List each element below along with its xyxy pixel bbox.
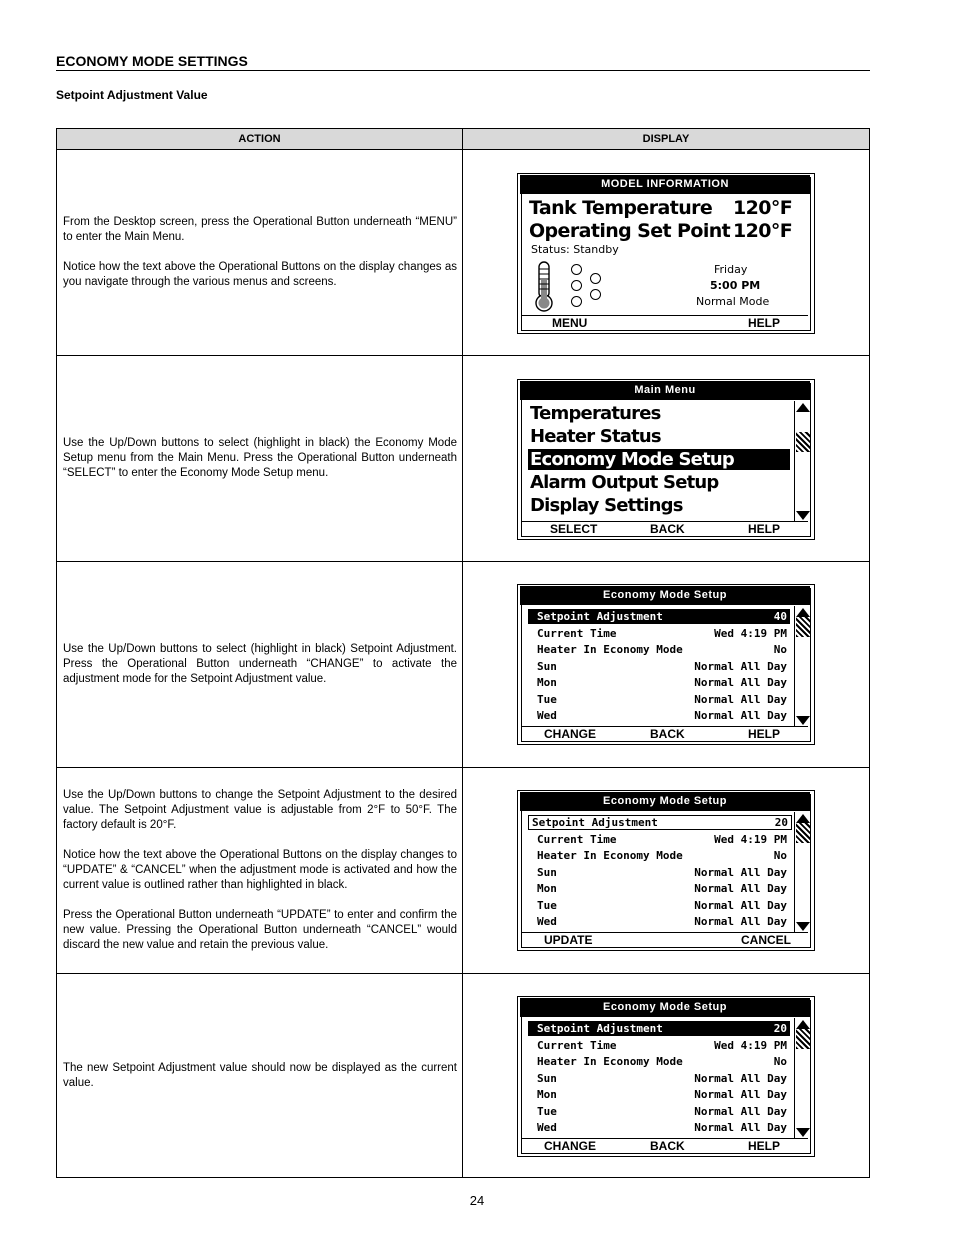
scroll-thumb [796, 432, 810, 452]
scroll-down-icon [796, 716, 810, 725]
menu-item: Temperatures [530, 403, 661, 424]
lcd-update-button-label: UPDATE [544, 933, 593, 947]
lcd-select-button-label: SELECT [550, 522, 598, 536]
setpoint-row-outlined: Setpoint Adjustment 20 [528, 815, 792, 830]
scroll-thumb [796, 617, 810, 637]
scroll-thumb [796, 1029, 810, 1049]
action-paragraph: Use the Up/Down buttons to select (highlight in black) Setpoint Adjustment. Press the Operational Button underneath “CHANGE” to activate the adjustment mode for the Setpoint Adjustment value. [63, 643, 457, 685]
lcd-title: Economy Mode Setup [520, 586, 810, 605]
menu-item: Heater Status [530, 426, 661, 447]
scroll-up-icon [796, 403, 810, 412]
action-paragraph: From the Desktop screen, press the Operational Button underneath “MENU” to enter the Main Menu. [63, 216, 457, 243]
indicator-icon [571, 280, 582, 291]
action-text [63, 150, 457, 355]
lcd-change-button-label: CHANGE [544, 727, 597, 741]
scrollbar [794, 812, 810, 932]
lcd-time: 5:00 PM [710, 279, 761, 292]
action-paragraph: Use the Up/Down buttons to change the Setpoint Adjustment to the desired value. The Setpoint Adjustment value is adjustable from 2°F to 50°F. The factory default is 20°F. [63, 789, 457, 831]
lcd-title: Economy Mode Setup [520, 998, 810, 1017]
lcd-help-button-label: HELP [748, 316, 781, 330]
scrollbar [794, 401, 810, 521]
table-row [57, 356, 869, 562]
table-row [57, 562, 869, 768]
setting-row: Heater In Economy Mode No [537, 643, 787, 656]
lcd-status: Status: Standby [531, 243, 619, 256]
setpoint-row-selected: Setpoint Adjustment 40 [528, 609, 790, 624]
lcd-help-button-label: HELP [748, 1139, 781, 1153]
page-number: 24 [469, 1193, 485, 1208]
action-text [63, 562, 457, 767]
action-paragraph: Press the Operational Button underneath “UPDATE” to enter and confirm the new value. Pressing the Operational Button underneath “CANCEL” would discard the new value and retain the previous value. [63, 909, 457, 951]
scroll-down-icon [796, 1128, 810, 1137]
action-paragraph: Use the Up/Down buttons to select (highlight in black) the Economy Mode Setup menu from the Main Menu. Press the Operational Button underneath “SELECT” to enter the Economy Mode Setup menu. [63, 437, 457, 479]
action-text [63, 768, 457, 973]
indicator-icon [571, 264, 582, 275]
table-row [57, 974, 869, 1177]
lcd-display-economy-confirmed [517, 996, 815, 1157]
setting-row: Current Time Wed 4:19 PM [537, 1039, 787, 1052]
lcd-day: Friday [714, 263, 748, 276]
setting-row: Mon Normal All Day [537, 882, 787, 895]
scroll-up-icon [796, 814, 810, 823]
scroll-thumb [796, 823, 810, 843]
subtitle: Setpoint Adjustment Value [56, 88, 208, 102]
lcd-title: Main Menu [520, 381, 810, 400]
setting-row: Current Time Wed 4:19 PM [537, 627, 787, 640]
scrollbar [794, 606, 810, 726]
section-title: ECONOMY MODE SETTINGS [56, 53, 248, 69]
indicator-icon [571, 296, 582, 307]
header-display: DISPLAY [642, 133, 690, 145]
setting-row: Tue Normal All Day [537, 1105, 787, 1118]
action-text [63, 974, 457, 1177]
setting-row: Sun Normal All Day [537, 866, 787, 879]
scroll-down-icon [796, 511, 810, 520]
thermometer-icon [533, 260, 555, 314]
setting-row: Current Time Wed 4:19 PM [537, 833, 787, 846]
action-paragraph: Notice how the text above the Operational Buttons on the display changes to “UPDATE” & “CANCEL” when the adjustment mode is activated and how the current value is outlined rather than highlighted in black. [63, 849, 457, 891]
scrollbar [794, 1018, 810, 1138]
section-rule [56, 70, 870, 71]
table-header [57, 129, 869, 150]
scroll-up-icon [796, 1020, 810, 1029]
header-action: ACTION [238, 133, 281, 145]
setting-row: Mon Normal All Day [537, 676, 787, 689]
setting-row: Wed Normal All Day [537, 915, 787, 928]
menu-item: Display Settings [530, 495, 683, 516]
setting-row: Tue Normal All Day [537, 693, 787, 706]
action-paragraph: The new Setpoint Adjustment value should now be displayed as the current value. [63, 1061, 457, 1089]
lcd-text: Tank Temperature [529, 197, 713, 219]
lcd-text: 120°F [733, 197, 793, 219]
setting-row: Wed Normal All Day [537, 1121, 787, 1134]
lcd-text: Operating Set Point [529, 220, 731, 242]
setting-row: Wed Normal All Day [537, 709, 787, 722]
setting-row: Heater In Economy Mode No [537, 849, 787, 862]
lcd-display-model-info [517, 173, 815, 334]
lcd-help-button-label: HELP [748, 727, 781, 741]
table-row [57, 150, 869, 356]
lcd-cancel-button-label: CANCEL [741, 933, 791, 947]
lcd-display-economy-setup [517, 584, 815, 745]
lcd-back-button-label: BACK [650, 1139, 685, 1153]
setting-row: Mon Normal All Day [537, 1088, 787, 1101]
menu-item-selected: Economy Mode Setup [528, 449, 790, 470]
lcd-text: 120°F [733, 220, 793, 242]
lcd-change-button-label: CHANGE [544, 1139, 597, 1153]
lcd-mode: Normal Mode [696, 295, 770, 308]
lcd-title: MODEL INFORMATION [520, 175, 810, 194]
scroll-down-icon [796, 922, 810, 931]
lcd-display-economy-adjust [517, 790, 815, 951]
menu-item: Alarm Output Setup [530, 472, 719, 493]
lcd-help-button-label: HELP [748, 522, 781, 536]
lcd-back-button-label: BACK [650, 727, 685, 741]
indicator-icon [590, 289, 601, 300]
setting-row: Tue Normal All Day [537, 899, 787, 912]
setting-row: Heater In Economy Mode No [537, 1055, 787, 1068]
lcd-back-button-label: BACK [650, 522, 685, 536]
setting-row: Sun Normal All Day [537, 1072, 787, 1085]
table-row [57, 768, 869, 974]
setpoint-row-selected: Setpoint Adjustment 20 [528, 1021, 790, 1036]
lcd-title: Economy Mode Setup [520, 792, 810, 811]
lcd-menu-button-label: MENU [552, 316, 588, 330]
indicator-icon [590, 273, 601, 284]
lcd-display-main-menu [517, 379, 815, 540]
setting-row: Sun Normal All Day [537, 660, 787, 673]
action-paragraph: Notice how the text above the Operational Buttons on the display changes as you navigate through the various menus and screens. [63, 261, 457, 288]
action-text [63, 356, 457, 561]
instruction-table [56, 128, 870, 1178]
scroll-up-icon [796, 608, 810, 617]
